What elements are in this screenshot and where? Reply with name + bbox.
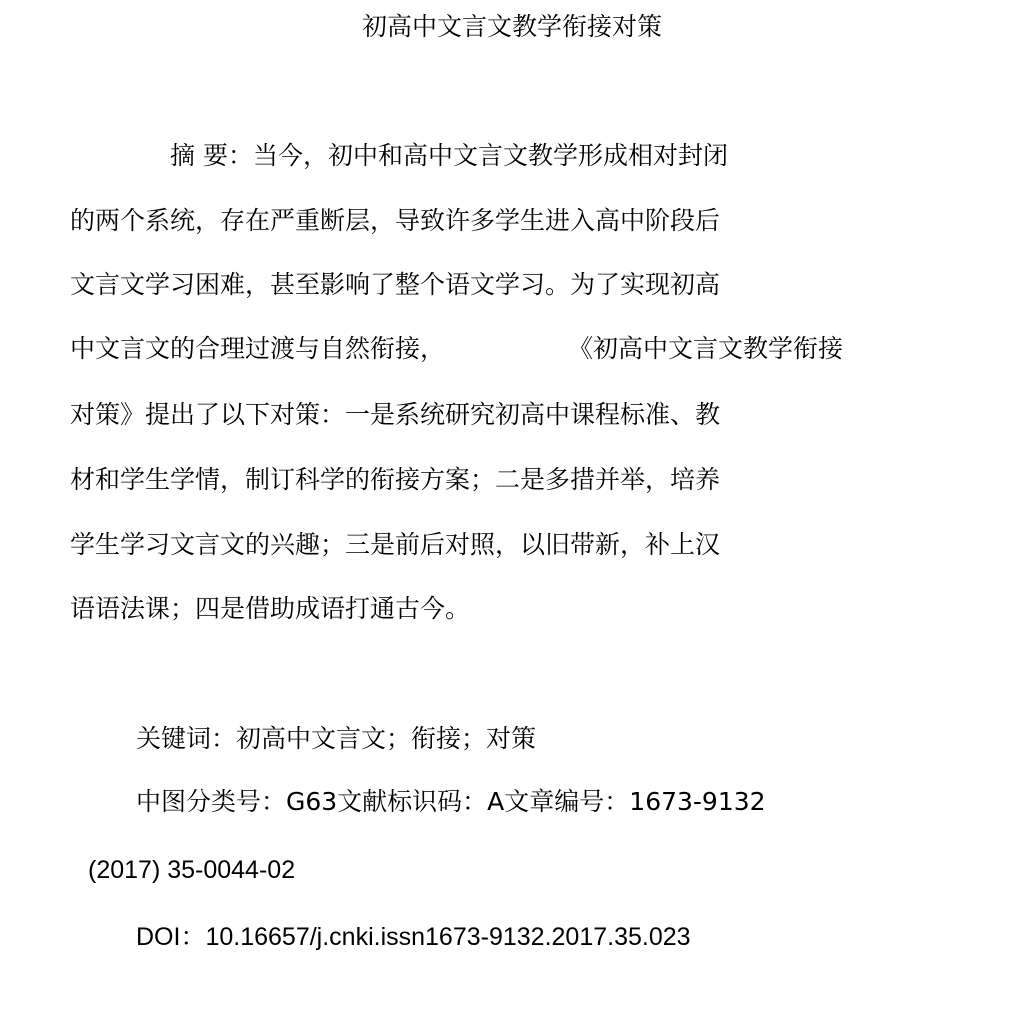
abstract-line-5: 对策》提出了以下对策：一是系统研究初高中课程标准、教 (70, 400, 721, 429)
abstract-line-7: 学生学习文言文的兴趣；三是前后对照，以旧带新，补上汉 (70, 530, 721, 559)
keywords-line: 关键词：初高中文言文；衔接；对策 (136, 724, 537, 753)
classification-line: 中图分类号：G63文献标识码：A文章编号：1673-9132 (136, 787, 766, 816)
abstract-line-1: 摘 要：当今，初中和高中文言文教学形成相对封闭 (170, 141, 728, 170)
abstract-line-8: 语语法课；四是借助成语打通古今。 (70, 594, 471, 623)
abstract-line-3: 文言文学习困难，甚至影响了整个语文学习。为了实现初高 (70, 270, 721, 299)
abstract-line-4a: 中文言文的合理过渡与自然衔接， (70, 334, 446, 363)
doi-line: DOI：10.16657/j.cnki.issn1673-9132.2017.35.023 (136, 923, 691, 951)
abstract-line-4b: 《初高中文言文教学衔接 (568, 334, 844, 363)
issue-line: (2017) 35-0044-02 (88, 856, 296, 884)
paper-title: 初高中文言文教学衔接对策 (361, 12, 662, 41)
abstract-line-2: 的两个系统，存在严重断层，导致许多学生进入高中阶段后 (70, 206, 721, 235)
abstract-line-6: 材和学生学情，制订科学的衔接方案；二是多措并举，培养 (70, 465, 721, 494)
